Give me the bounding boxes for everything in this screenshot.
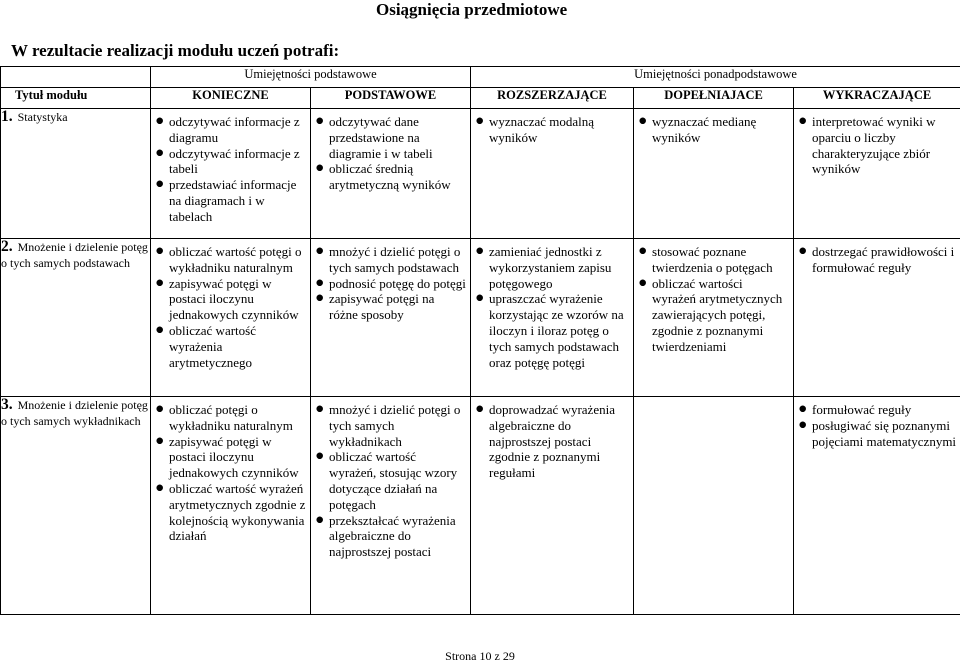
skill-list [151,397,310,544]
skill-item: ● odczytywać informacje z tabeli [169,146,306,178]
skill-list [471,239,633,370]
skills-cell-rozszerzajace [471,239,634,397]
skill-list [634,109,793,146]
page-title: Osiągnięcia przedmiotowe [376,0,567,20]
group-header-basic: Umiejętności podstawowe [151,67,471,88]
skill-item: ● stosować poznane twierdzenia o potęgach [652,244,789,276]
module-number: 3. [1,396,13,413]
skill-item: ● obliczać potęgi o wykładniku naturalnym [169,402,306,434]
module-cell [1,397,151,615]
table-row [1,109,960,239]
skill-item: ● doprowadzać wyrażenia algebraiczne do najprostszej postaci zgodnie z poznanymi regułami [489,402,629,481]
group-header-advanced: Umiejętności ponadpodstawowe [471,67,960,88]
skills-cell-podstawowe [311,109,471,239]
skill-item: ● obliczać wartość wyrażenia arytmetycznego [169,323,306,370]
achievements-table [0,66,960,615]
module-title: Statystyka [18,110,68,124]
skills-cell-dopelniajace [634,109,794,239]
skill-item: ● zamieniać jednostki z wykorzystaniem zapisu potęgowego [489,244,629,291]
skill-item: ● obliczać wartości wyrażeń arytmetycznych zawierających potęgi, zgodnie z poznanymi twierdzeniami [652,276,789,355]
column-header-dopelniajace: DOPEŁNIAJACE [634,88,794,109]
skill-list [634,397,793,402]
skill-item: ● zapisywać potęgi w postaci iloczynu jednakowych czynników [169,276,306,323]
skill-item: ● mnożyć i dzielić potęgi o tych samych wykładnikach [329,402,466,449]
skill-list [794,239,960,276]
skills-cell-dopelniajace [634,239,794,397]
skill-list [151,109,310,225]
module-number: 1. [1,108,13,125]
skill-item: ● interpretować wyniki w oparciu o liczby charakteryzujące zbiór wyników [812,114,956,177]
skill-item: ● przekształcać wyrażenia algebraiczne do najprostszej postaci [329,513,466,560]
skill-list [471,109,633,146]
column-header-rozszerzajace: ROZSZERZAJĄCE [471,88,634,109]
skill-item: ● podnosić potęgę do potęgi [329,276,466,292]
skill-item: ● dostrzegać prawidłowości i formułować reguły [812,244,956,276]
skills-cell-podstawowe [311,397,471,615]
skill-item: ● wyznaczać modalną wyników [489,114,629,146]
skill-item: ● obliczać wartość wyrażeń, stosując wzory dotyczące działań na potęgach [329,449,466,512]
column-header-module-title: Tytuł modułu [1,88,151,109]
skill-list [311,397,470,560]
skill-item: ● zapisywać potęgi w postaci iloczynu jednakowych czynników [169,434,306,481]
column-header-konieczne: KONIECZNE [151,88,311,109]
skill-list [471,397,633,481]
module-title: Mnożenie i dzielenie potęg o tych samych wykładnikach [1,398,148,428]
table-row [1,239,960,397]
skills-cell-wykraczajace [794,397,960,615]
group-header-row [1,67,960,88]
skills-cell-podstawowe [311,239,471,397]
column-header-row [1,88,960,109]
skill-item: ● odczytywać dane przedstawione na diagramie i w tabeli [329,114,466,161]
skill-item: ● upraszczać wyrażenie korzystając ze wzorów na iloczyn i iloraz potęg o tych samych podstawach oraz potęgę potęgi [489,291,629,370]
column-header-podstawowe: PODSTAWOWE [311,88,471,109]
skill-item: ● formułować reguły [812,402,956,418]
skills-cell-konieczne [151,109,311,239]
skill-list [634,239,793,355]
skill-item: ● posługiwać się poznanymi pojęciami matematycznymi [812,418,956,450]
skills-cell-dopelniajace [634,397,794,615]
skill-item: ● wyznaczać medianę wyników [652,114,789,146]
skills-cell-rozszerzajace [471,109,634,239]
module-cell [1,239,151,397]
skill-item: ● przedstawiać informacje na diagramach i w tabelach [169,177,306,224]
skills-cell-wykraczajace [794,239,960,397]
group-header-blank [1,67,151,88]
skill-list [311,109,470,193]
skills-cell-konieczne [151,239,311,397]
skills-cell-konieczne [151,397,311,615]
skill-item: ● obliczać wartość wyrażeń arytmetycznych zgodnie z kolejnością wykonywania działań [169,481,306,544]
skill-list [151,239,310,370]
skill-list [311,239,470,323]
page-number-footer: Strona 10 z 29 [0,649,960,664]
skill-item: ● obliczać średnią arytmetyczną wyników [329,161,466,193]
skill-item: ● odczytywać informacje z diagramu [169,114,306,146]
module-title: Mnożenie i dzielenie potęg o tych samych podstawach [1,240,148,270]
table-row [1,397,960,615]
skill-item: ● obliczać wartość potęgi o wykładniku naturalnym [169,244,306,276]
document-subtitle: W rezultacie realizacji modułu uczeń potrafi: [11,41,339,61]
skill-list [794,109,960,177]
column-header-wykraczajace: WYKRACZAJĄCE [794,88,960,109]
module-cell [1,109,151,239]
module-number: 2. [1,238,13,255]
skills-cell-rozszerzajace [471,397,634,615]
skill-item: ● mnożyć i dzielić potęgi o tych samych podstawach [329,244,466,276]
skill-item: ● zapisywać potęgi na różne sposoby [329,291,466,323]
skill-list [794,397,960,449]
skills-cell-wykraczajace [794,109,960,239]
